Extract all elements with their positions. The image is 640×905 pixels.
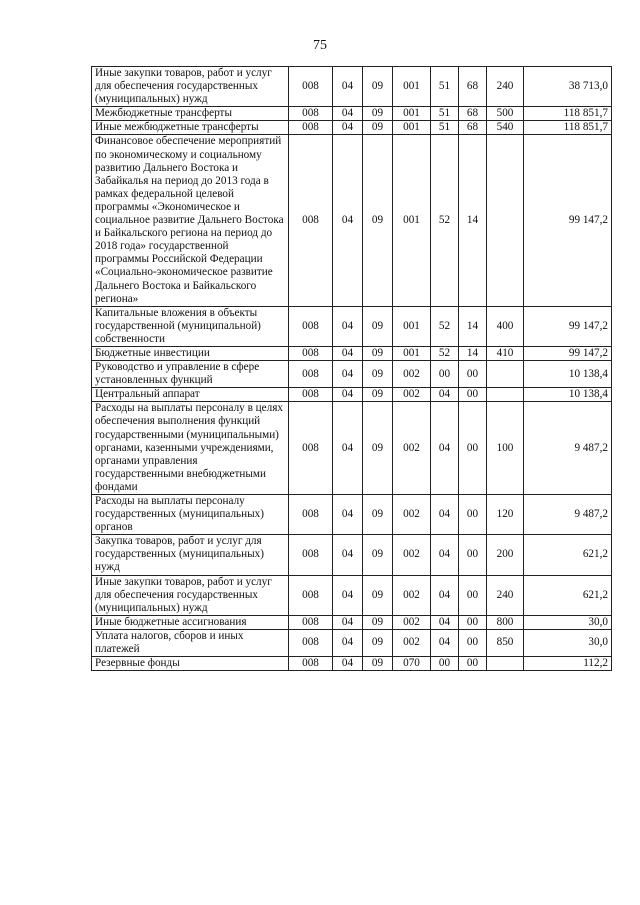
- ministry-code: 008: [289, 135, 333, 306]
- table-row: [92, 402, 612, 495]
- row-name: Расходы на выплаты персоналу в целях обеспечения выполнения функций государственными (муниципальными) органами, казенными учреждениями, органами управления государственными внебюджетными фондами: [92, 402, 289, 495]
- section-code: 04: [333, 306, 363, 346]
- row-name: Финансовое обеспечение мероприятий по экономическому и социальному развитию Дальнего Востока и Забайкалья на период до 2013 года в рамках федеральной целевой программы «Экономическое и социальное развитие Дальнего Востока и Байкальского региона на период до 2018 года» государственной программы Российской Федерации «Социально-экономическое развитие Дальнего Востока и Байкальского региона»: [92, 135, 289, 306]
- row-name: Руководство и управление в сфере установленных функций: [92, 361, 289, 388]
- row-name: Капитальные вложения в объекты государственной (муниципальной) собственности: [92, 306, 289, 346]
- ministry-code: 008: [289, 629, 333, 656]
- expense-type-code: 120: [487, 495, 524, 535]
- ministry-code: 008: [289, 121, 333, 135]
- section-code: 04: [333, 657, 363, 671]
- table-row: [92, 388, 612, 402]
- target-article-code-2: 04: [431, 388, 459, 402]
- target-article-code-3: 68: [459, 107, 487, 121]
- ministry-code: 008: [289, 306, 333, 346]
- section-code: 04: [333, 535, 363, 575]
- subsection-code: 09: [363, 657, 393, 671]
- expense-type-code: 240: [487, 67, 524, 107]
- amount: 9 487,2: [524, 402, 612, 495]
- target-article-code-1: 002: [393, 629, 431, 656]
- subsection-code: 09: [363, 615, 393, 629]
- target-article-code-3: 00: [459, 575, 487, 615]
- target-article-code-2: 04: [431, 535, 459, 575]
- budget-table: [91, 66, 612, 671]
- target-article-code-3: 00: [459, 657, 487, 671]
- amount: 621,2: [524, 535, 612, 575]
- target-article-code-3: 14: [459, 135, 487, 306]
- subsection-code: 09: [363, 361, 393, 388]
- row-name: Иные закупки товаров, работ и услуг для обеспечения государственных (муниципальных) нужд: [92, 67, 289, 107]
- target-article-code-1: 070: [393, 657, 431, 671]
- section-code: 04: [333, 388, 363, 402]
- row-name: Центральный аппарат: [92, 388, 289, 402]
- table-row: [92, 67, 612, 107]
- amount: 30,0: [524, 629, 612, 656]
- section-code: 04: [333, 107, 363, 121]
- target-article-code-1: 002: [393, 361, 431, 388]
- table-row: [92, 535, 612, 575]
- target-article-code-1: 002: [393, 388, 431, 402]
- target-article-code-2: 04: [431, 495, 459, 535]
- subsection-code: 09: [363, 107, 393, 121]
- section-code: 04: [333, 575, 363, 615]
- ministry-code: 008: [289, 346, 333, 360]
- row-name: Резервные фонды: [92, 657, 289, 671]
- target-article-code-2: 00: [431, 361, 459, 388]
- expense-type-code: 500: [487, 107, 524, 121]
- target-article-code-2: 51: [431, 121, 459, 135]
- amount: 9 487,2: [524, 495, 612, 535]
- subsection-code: 09: [363, 135, 393, 306]
- target-article-code-3: 00: [459, 361, 487, 388]
- section-code: 04: [333, 361, 363, 388]
- target-article-code-3: 68: [459, 67, 487, 107]
- amount: 118 851,7: [524, 121, 612, 135]
- table-row: [92, 575, 612, 615]
- expense-type-code: [487, 135, 524, 306]
- target-article-code-3: 00: [459, 388, 487, 402]
- section-code: 04: [333, 615, 363, 629]
- target-article-code-3: 00: [459, 629, 487, 656]
- expense-type-code: [487, 361, 524, 388]
- amount: 10 138,4: [524, 388, 612, 402]
- target-article-code-2: 52: [431, 346, 459, 360]
- target-article-code-2: 04: [431, 402, 459, 495]
- target-article-code-3: 14: [459, 346, 487, 360]
- page-number: 75: [313, 38, 327, 53]
- section-code: 04: [333, 67, 363, 107]
- table-body: [92, 67, 612, 671]
- target-article-code-2: 51: [431, 107, 459, 121]
- row-name: Иные межбюджетные трансферты: [92, 121, 289, 135]
- target-article-code-2: 52: [431, 135, 459, 306]
- expense-type-code: 100: [487, 402, 524, 495]
- ministry-code: 008: [289, 657, 333, 671]
- expense-type-code: 850: [487, 629, 524, 656]
- amount: 30,0: [524, 615, 612, 629]
- target-article-code-3: 00: [459, 535, 487, 575]
- row-name: Иные закупки товаров, работ и услуг для обеспечения государственных (муниципальных) нужд: [92, 575, 289, 615]
- subsection-code: 09: [363, 306, 393, 346]
- row-name: Межбюджетные трансферты: [92, 107, 289, 121]
- table-row: [92, 121, 612, 135]
- ministry-code: 008: [289, 495, 333, 535]
- table-row: [92, 107, 612, 121]
- expense-type-code: 240: [487, 575, 524, 615]
- target-article-code-1: 002: [393, 615, 431, 629]
- subsection-code: 09: [363, 402, 393, 495]
- subsection-code: 09: [363, 535, 393, 575]
- expense-type-code: 800: [487, 615, 524, 629]
- ministry-code: 008: [289, 388, 333, 402]
- ministry-code: 008: [289, 67, 333, 107]
- subsection-code: 09: [363, 346, 393, 360]
- row-name: Бюджетные инвестиции: [92, 346, 289, 360]
- target-article-code-2: 00: [431, 657, 459, 671]
- section-code: 04: [333, 346, 363, 360]
- expense-type-code: [487, 657, 524, 671]
- subsection-code: 09: [363, 67, 393, 107]
- amount: 99 147,2: [524, 306, 612, 346]
- table-row: [92, 657, 612, 671]
- ministry-code: 008: [289, 615, 333, 629]
- table-row: [92, 306, 612, 346]
- expense-type-code: 540: [487, 121, 524, 135]
- target-article-code-1: 001: [393, 107, 431, 121]
- row-name: Иные бюджетные ассигнования: [92, 615, 289, 629]
- target-article-code-3: 14: [459, 306, 487, 346]
- target-article-code-3: 68: [459, 121, 487, 135]
- target-article-code-1: 001: [393, 67, 431, 107]
- target-article-code-1: 001: [393, 346, 431, 360]
- target-article-code-3: 00: [459, 615, 487, 629]
- section-code: 04: [333, 121, 363, 135]
- amount: 112,2: [524, 657, 612, 671]
- expense-type-code: [487, 388, 524, 402]
- target-article-code-2: 52: [431, 306, 459, 346]
- section-code: 04: [333, 495, 363, 535]
- target-article-code-1: 001: [393, 121, 431, 135]
- ministry-code: 008: [289, 361, 333, 388]
- section-code: 04: [333, 629, 363, 656]
- amount: 99 147,2: [524, 346, 612, 360]
- subsection-code: 09: [363, 575, 393, 615]
- target-article-code-2: 04: [431, 615, 459, 629]
- table-row: [92, 135, 612, 306]
- ministry-code: 008: [289, 535, 333, 575]
- target-article-code-2: 04: [431, 629, 459, 656]
- row-name: Закупка товаров, работ и услуг для государственных (муниципальных) нужд: [92, 535, 289, 575]
- target-article-code-3: 00: [459, 402, 487, 495]
- section-code: 04: [333, 402, 363, 495]
- target-article-code-3: 00: [459, 495, 487, 535]
- target-article-code-1: 002: [393, 575, 431, 615]
- row-name: Уплата налогов, сборов и иных платежей: [92, 629, 289, 656]
- ministry-code: 008: [289, 402, 333, 495]
- expense-type-code: 400: [487, 306, 524, 346]
- subsection-code: 09: [363, 121, 393, 135]
- expense-type-code: 410: [487, 346, 524, 360]
- target-article-code-1: 002: [393, 535, 431, 575]
- ministry-code: 008: [289, 107, 333, 121]
- subsection-code: 09: [363, 495, 393, 535]
- ministry-code: 008: [289, 575, 333, 615]
- amount: 118 851,7: [524, 107, 612, 121]
- section-code: 04: [333, 135, 363, 306]
- target-article-code-1: 002: [393, 495, 431, 535]
- target-article-code-1: 002: [393, 402, 431, 495]
- row-name: Расходы на выплаты персоналу государственных (муниципальных) органов: [92, 495, 289, 535]
- target-article-code-2: 04: [431, 575, 459, 615]
- amount: 10 138,4: [524, 361, 612, 388]
- subsection-code: 09: [363, 388, 393, 402]
- target-article-code-1: 001: [393, 306, 431, 346]
- table-row: [92, 629, 612, 656]
- table-row: [92, 615, 612, 629]
- table-row: [92, 361, 612, 388]
- subsection-code: 09: [363, 629, 393, 656]
- amount: 99 147,2: [524, 135, 612, 306]
- table-row: [92, 346, 612, 360]
- target-article-code-1: 001: [393, 135, 431, 306]
- expense-type-code: 200: [487, 535, 524, 575]
- amount: 621,2: [524, 575, 612, 615]
- table-row: [92, 495, 612, 535]
- target-article-code-2: 51: [431, 67, 459, 107]
- amount: 38 713,0: [524, 67, 612, 107]
